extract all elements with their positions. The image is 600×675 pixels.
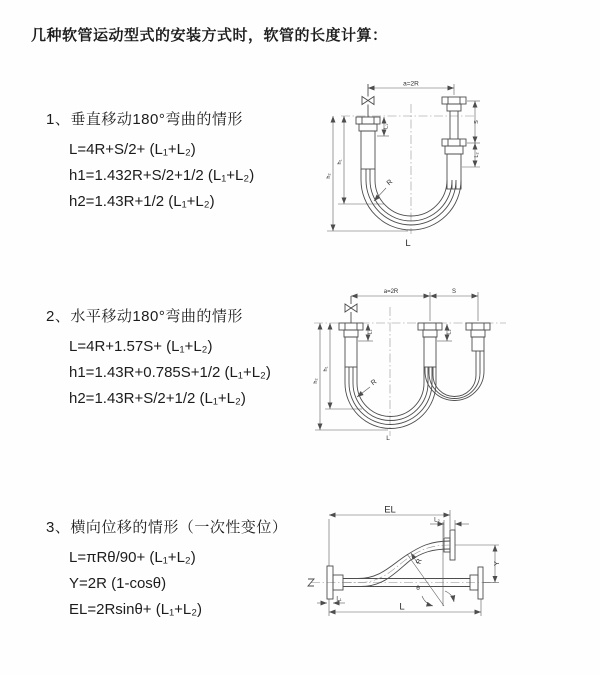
centerline bbox=[308, 579, 494, 586]
dim-label-a2r: a=2R bbox=[403, 80, 419, 88]
diagram-horizontal-180-bend bbox=[306, 281, 598, 464]
dimension-s bbox=[430, 289, 478, 296]
formula-h1-2: h1=1.43R+0.785S+1/2 (L₁+L₂) bbox=[69, 364, 271, 381]
dim-label-s: S bbox=[474, 120, 480, 124]
dimension-l2 bbox=[437, 324, 453, 341]
formula-L-3: L=πRθ/90+ (L₁+L₂) bbox=[69, 549, 196, 566]
dimension-span-a2r bbox=[351, 289, 478, 321]
dim-label-h2: h₂ bbox=[313, 378, 319, 384]
formula-L-1: L=4R+S/2+ (L₁+L₂) bbox=[69, 141, 196, 158]
section-2 bbox=[46, 305, 271, 412]
dim-label-length: L bbox=[399, 601, 405, 613]
middle-flange-fitting bbox=[418, 323, 442, 367]
formula-h2-2: h2=1.43R+S/2+1/2 (L₁+L₂) bbox=[69, 390, 246, 407]
dim-label-l1: L₁ bbox=[367, 329, 374, 335]
dim-label-el: EL bbox=[384, 504, 396, 516]
dimension-span-a2r bbox=[368, 81, 454, 96]
valve-icon bbox=[362, 84, 374, 117]
hose-u-bend-shifted bbox=[425, 351, 484, 401]
dim-label-l1: L₁ bbox=[336, 596, 342, 603]
hose-s-bend bbox=[343, 541, 450, 587]
dimension-length bbox=[329, 596, 481, 616]
left-flange-fitting bbox=[339, 323, 363, 367]
radius-callout bbox=[357, 378, 378, 397]
dim-label-r: R bbox=[415, 558, 424, 566]
right-flange-fitting bbox=[466, 323, 490, 351]
dim-label-theta: θ bbox=[416, 585, 420, 592]
right-flange-fitting bbox=[442, 97, 466, 189]
dim-label-a2r: a=2R bbox=[383, 289, 399, 295]
left-flange-fitting bbox=[356, 117, 380, 169]
hose-u-bend-main bbox=[345, 367, 436, 429]
dim-label-h1: h₁ bbox=[337, 159, 343, 165]
bend-angle-construction bbox=[407, 522, 454, 606]
dimension-h-outer bbox=[326, 116, 408, 231]
dimension-el bbox=[329, 505, 450, 567]
section-2-heading: 2、水平移动180°弯曲的情形 bbox=[46, 308, 243, 325]
centerlines bbox=[314, 307, 506, 436]
dim-label-y: Y bbox=[494, 561, 501, 566]
dimension-l2 bbox=[430, 518, 469, 538]
dim-label-l2: L₂ bbox=[446, 329, 453, 335]
section-3-heading: 3、横向位移的情形（一次性变位） bbox=[46, 519, 288, 536]
valve-icon bbox=[345, 296, 357, 323]
formula-h1-1: h1=1.432R+S/2+1/2 (L₁+L₂) bbox=[69, 167, 255, 184]
dim-label-h1: h₁ bbox=[323, 366, 329, 372]
section-1 bbox=[46, 108, 254, 215]
dimension-l1 bbox=[377, 117, 390, 136]
formula-EL-3: EL=2Rsinθ+ (L₁+L₂) bbox=[69, 601, 203, 618]
dimension-l1 bbox=[358, 324, 374, 341]
right-flange bbox=[470, 567, 483, 599]
diagram-3-svg bbox=[298, 502, 598, 647]
dim-label-length: L bbox=[405, 238, 411, 249]
diagram-vertical-180-bend bbox=[311, 74, 591, 259]
dim-label-l2: L₂ bbox=[434, 517, 440, 524]
dimension-l2 bbox=[474, 143, 480, 167]
radius-callout bbox=[374, 179, 394, 201]
diagram-1-svg bbox=[311, 74, 591, 259]
dim-label-r: R bbox=[385, 178, 395, 188]
dim-label-s: S bbox=[451, 289, 457, 295]
formula-Y-3: Y=2R (1-cosθ) bbox=[69, 575, 167, 592]
dim-label-length: L bbox=[386, 435, 390, 442]
formula-L-2: L=4R+1.57S+ (L₁+L₂) bbox=[69, 338, 213, 355]
dim-label-l1: L₁ bbox=[383, 124, 390, 129]
formula-h2-1: h2=1.43R+1/2 (L₁+L₂) bbox=[69, 193, 215, 210]
dim-label-r: R bbox=[370, 378, 379, 388]
section-3 bbox=[46, 516, 287, 623]
page-title: 几种软管运动型式的安装方式时，软管的长度计算： bbox=[31, 27, 388, 44]
dim-label-l2: L₂ bbox=[474, 152, 480, 158]
section-1-heading: 1、垂直移动180°弯曲的情形 bbox=[46, 111, 243, 128]
dimension-h-inner bbox=[323, 323, 362, 409]
dimension-l1 bbox=[317, 597, 345, 604]
diagram-2-svg bbox=[306, 281, 598, 464]
dim-label-h2: h₂ bbox=[326, 173, 332, 179]
diagram-lateral-displacement bbox=[298, 502, 598, 647]
